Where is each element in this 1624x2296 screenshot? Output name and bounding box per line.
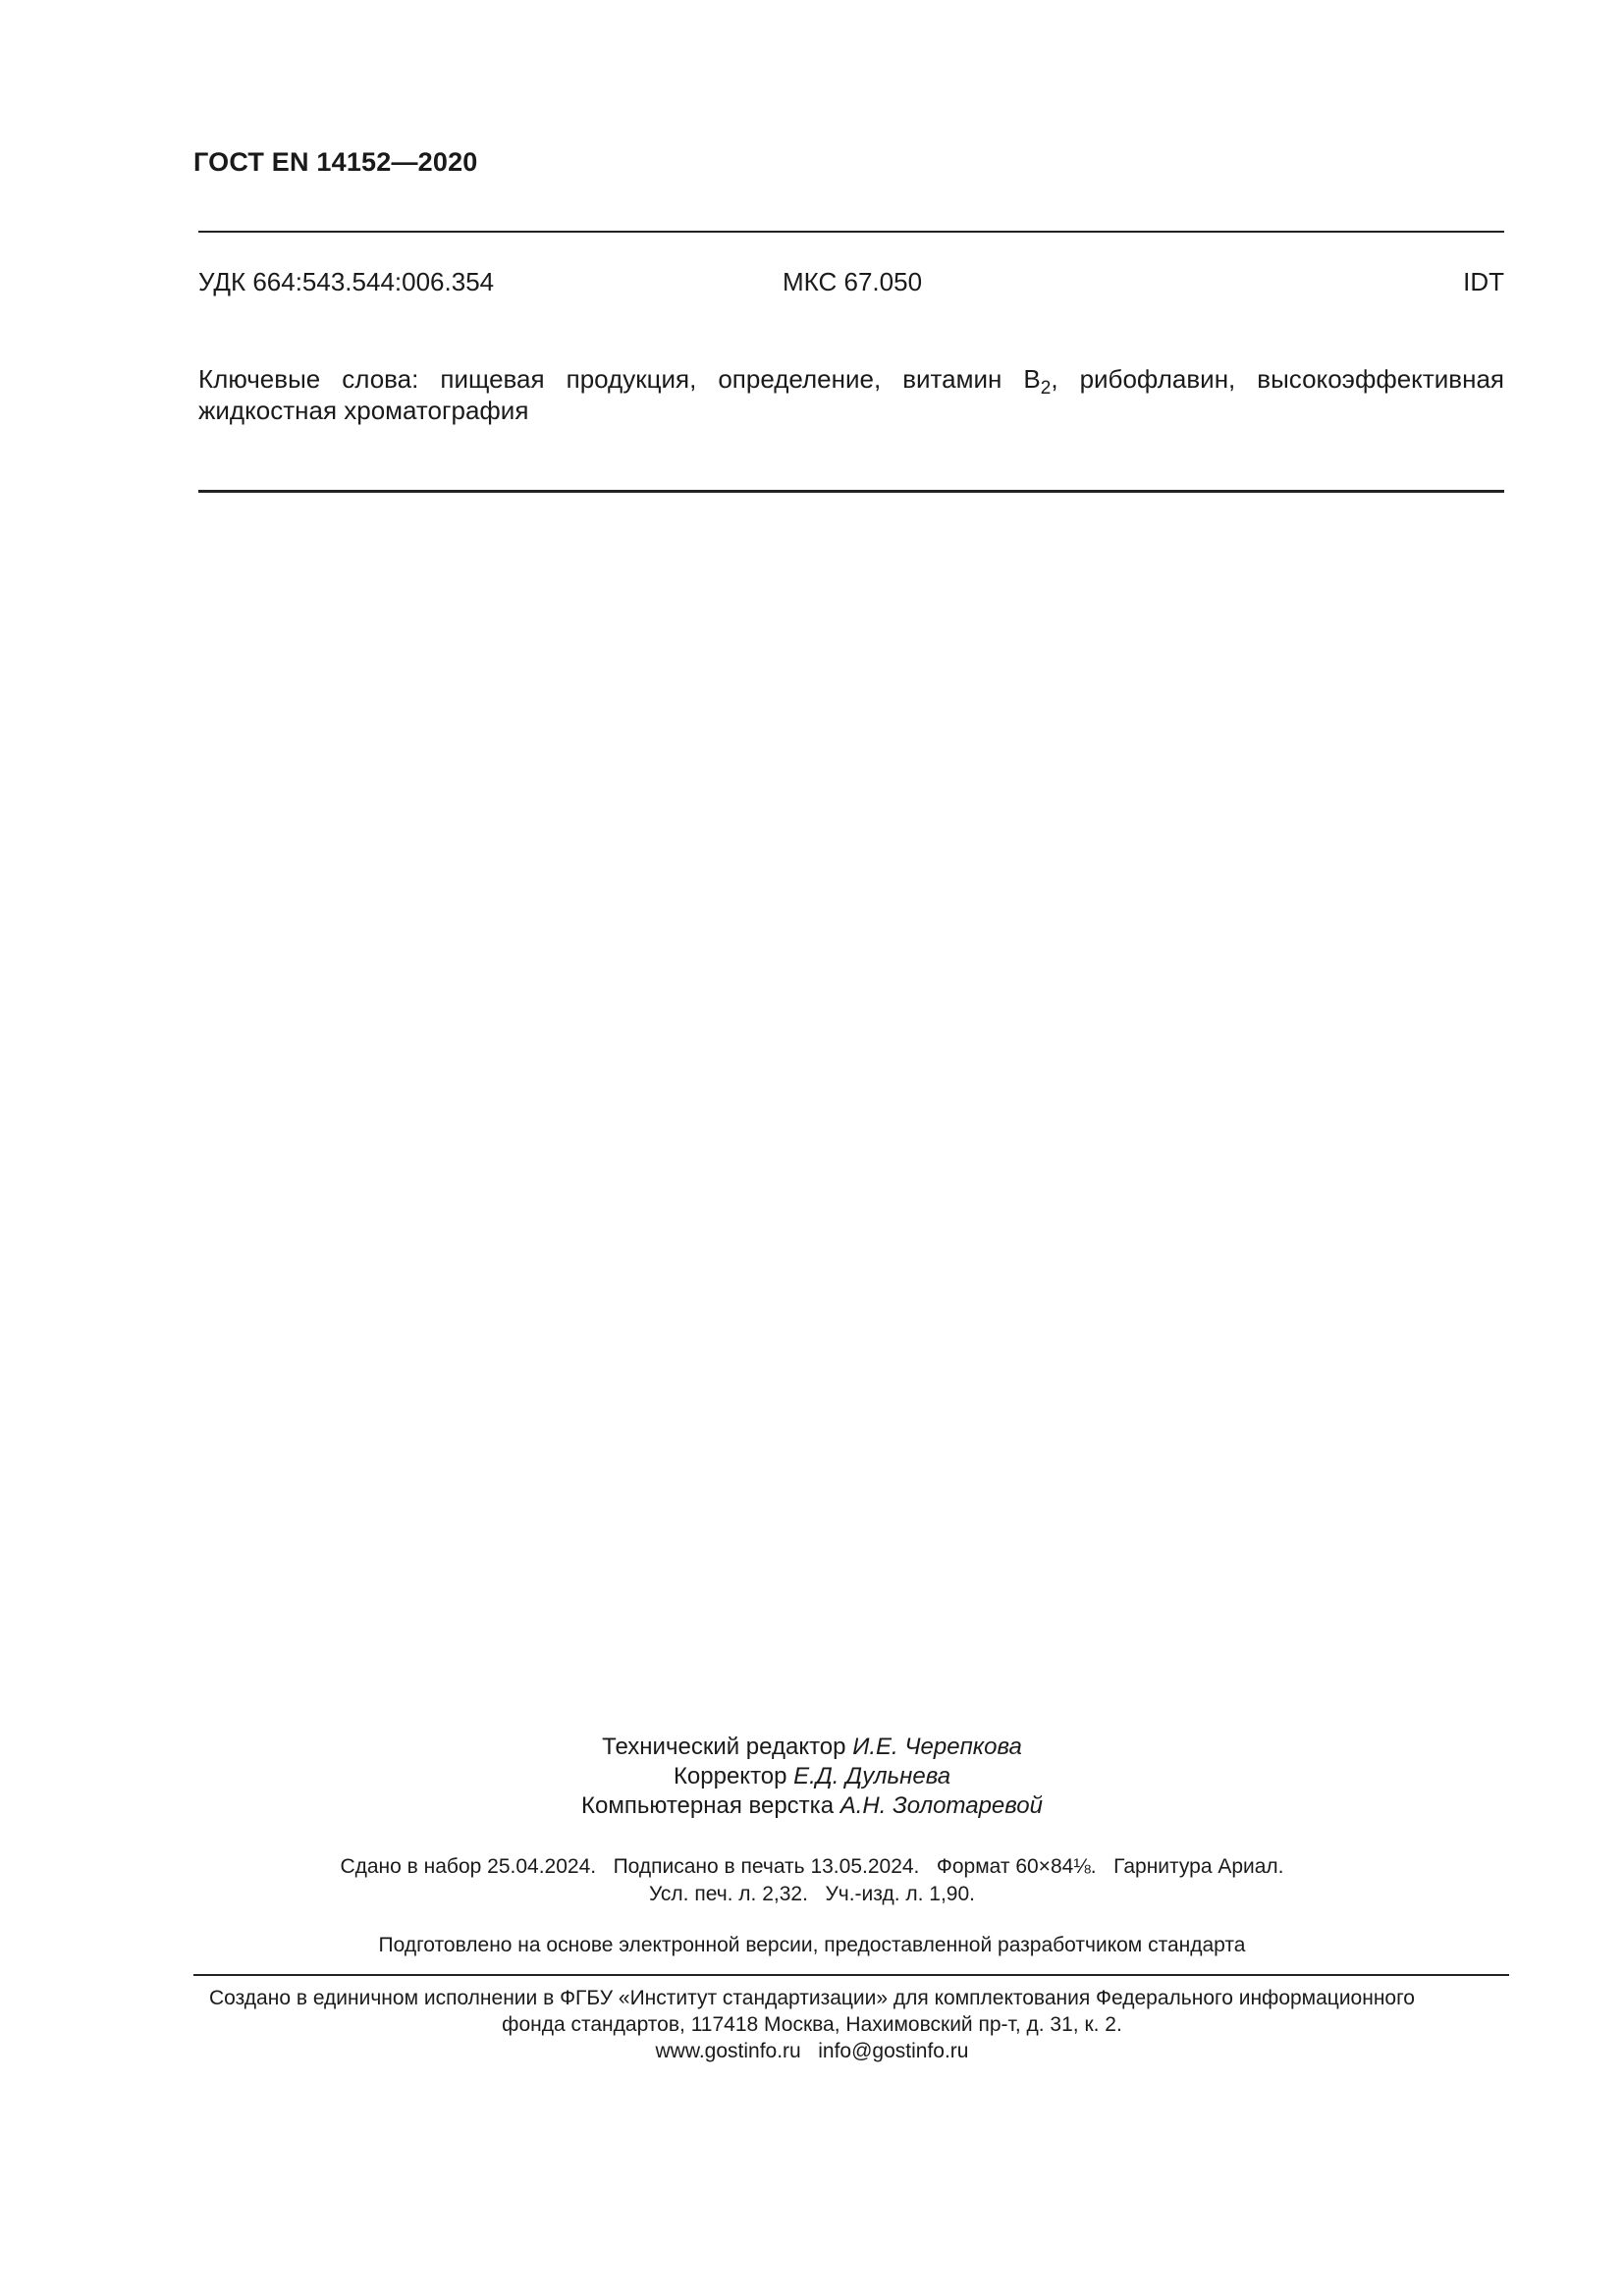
keywords-subscript: 2 bbox=[1040, 378, 1052, 399]
publisher-website[interactable]: www.gostinfo.ru bbox=[655, 2040, 801, 2062]
idt-code: IDT bbox=[1463, 267, 1504, 296]
print-info-block bbox=[0, 1853, 1624, 1908]
publisher-line-1: Создано в единичном исполнении в ФГБУ «Институт стандартизации» для комплектования Федерального информационного bbox=[209, 1987, 1415, 2009]
keywords-paragraph bbox=[198, 363, 1504, 426]
classification-row bbox=[198, 267, 1504, 300]
print-info-line-1: Сдано в набор 25.04.2024. Подписано в печать 13.05.2024. Формат 60×84⅛. Гарнитура Ариал. bbox=[340, 1855, 1284, 1878]
layout-role: Компьютерная верстка bbox=[581, 1792, 835, 1819]
keywords-text-end: , рибофлавин, высокоэффективная жидкостная хроматография bbox=[198, 364, 1504, 425]
layout-line bbox=[0, 1791, 1624, 1821]
tech-editor-line bbox=[0, 1733, 1624, 1762]
tech-editor-role: Технический редактор bbox=[602, 1734, 846, 1760]
credits-block bbox=[0, 1733, 1624, 1821]
publisher-divider bbox=[193, 1974, 1509, 1976]
corrector-name: Е.Д. Дульнева bbox=[793, 1763, 951, 1789]
layout-name: А.Н. Золотаревой bbox=[839, 1792, 1043, 1819]
prepared-note: Подготовлено на основе электронной версии, предоставленной разработчиком стандарта bbox=[378, 1934, 1246, 1956]
mks-code: МКС 67.050 bbox=[783, 267, 923, 296]
top-divider bbox=[198, 231, 1504, 233]
corrector-role: Корректор bbox=[673, 1763, 787, 1789]
keywords-text-start: Ключевые слова: пищевая продукция, определение, витамин B bbox=[198, 364, 1041, 394]
publisher-line-2: фонда стандартов, 117418 Москва, Нахимовский пр-т, д. 31, к. 2. bbox=[502, 2013, 1122, 2036]
publisher-contacts bbox=[0, 2038, 1624, 2064]
tech-editor-name: И.Е. Черепкова bbox=[852, 1734, 1022, 1760]
corrector-line bbox=[0, 1762, 1624, 1791]
udk-code: УДК 664:543.544:006.354 bbox=[198, 267, 495, 296]
document-code: ГОСТ EN 14152—2020 bbox=[193, 147, 478, 177]
keywords-divider bbox=[198, 490, 1504, 493]
publisher-email[interactable]: info@gostinfo.ru bbox=[818, 2040, 969, 2062]
print-info-line-2: Усл. печ. л. 2,32. Уч.-изд. л. 1,90. bbox=[648, 1883, 975, 1905]
publisher-block bbox=[0, 1985, 1624, 2064]
